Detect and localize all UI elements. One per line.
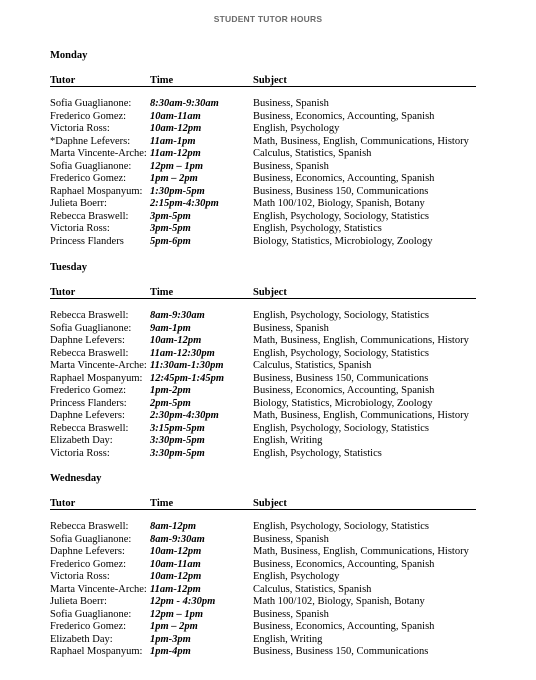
tutor-name: Sofia Guaglianone: [50, 160, 132, 172]
day-heading: Tuesday [50, 262, 87, 273]
subjects: Biology, Statistics, Microbiology, Zoology [253, 235, 433, 247]
subjects: Math 100/102, Biology, Spanish, Botany [253, 198, 425, 209]
time-slot: 11:30am-1:30pm [150, 360, 224, 371]
tutor-name: Victoria Ross: [50, 123, 110, 134]
tutor-name: Rebecca Braswell: [50, 210, 129, 222]
table-row [50, 546, 490, 559]
time-slot: 3pm-5pm [150, 210, 191, 222]
tutor-name: Raphael Mospanyum: [50, 185, 143, 197]
schedule-rows [50, 521, 490, 659]
table-row [50, 448, 490, 461]
tutor-name: Daphne Lefevers: [50, 410, 125, 421]
tutor-column-header: Tutor [50, 287, 76, 298]
tutor-name: Marta Vincente-Arche: [50, 360, 147, 371]
table-row [50, 571, 490, 584]
table-row [50, 360, 490, 373]
time-slot: 11am-12:30pm [150, 347, 215, 359]
subjects: English, Psychology, Sociology, Statistics [253, 422, 429, 434]
time-slot: 8:30am-9:30am [150, 98, 219, 109]
time-slot: 10am-11am [150, 110, 201, 122]
tutor-name: Frederico Gomez: [50, 110, 127, 122]
subjects: Business, Economics, Accounting, Spanish [253, 173, 435, 184]
document-title: STUDENT TUTOR HOURS [213, 14, 323, 24]
subjects: Math, Business, English, Communications, History [253, 335, 469, 346]
tutor-name: Rebecca Braswell: [50, 347, 129, 359]
subjects: Math 100/102, Biology, Spanish, Botany [253, 596, 425, 607]
header-underline [50, 509, 476, 510]
tutor-name: Marta Vincente-Arche: [50, 583, 147, 595]
time-slot: 8am-9:30am [150, 310, 205, 321]
tutor-name: Sofia Guaglianone: [50, 322, 132, 334]
subjects: Business, Economics, Accounting, Spanish [253, 110, 435, 122]
time-column-header: Time [150, 498, 174, 509]
tutor-name: Victoria Ross: [50, 571, 110, 582]
table-row [50, 398, 490, 411]
day-section [50, 473, 490, 659]
table-row [50, 236, 490, 249]
tutor-column-header: Tutor [50, 75, 76, 86]
tutor-name: Elizabeth Day: [50, 435, 113, 446]
time-slot: 1pm-2pm [150, 385, 191, 396]
tutor-name: Princess Flanders: [50, 397, 127, 409]
tutor-name: Victoria Ross: [50, 223, 110, 234]
tutor-name: Princess Flanders [50, 235, 124, 247]
tutor-name: Elizabeth Day: [50, 633, 113, 645]
subjects: English, Psychology, Statistics [253, 447, 382, 459]
day-section [50, 262, 490, 460]
time-slot: 10am-12pm [150, 571, 202, 582]
tutor-name: Julieta Boerr: [50, 198, 107, 209]
subjects: English, Psychology, Sociology, Statistics [253, 347, 429, 359]
tutor-name: *Daphne Lefevers: [50, 135, 131, 147]
subjects: Business, Business 150, Communications [253, 372, 429, 384]
tutor-name: Sofia Guaglianone: [50, 98, 132, 109]
time-slot: 3:15pm-5pm [150, 422, 205, 434]
time-slot: 11am-12pm [150, 583, 201, 595]
time-slot: 11am-1pm [150, 135, 196, 147]
tutor-name: Rebecca Braswell: [50, 521, 129, 532]
header-underline [50, 86, 476, 87]
tutor-name: Daphne Lefevers: [50, 546, 125, 557]
time-slot: 10am-12pm [150, 123, 202, 134]
subjects: Calculus, Statistics, Spanish [253, 360, 372, 371]
table-row [50, 634, 490, 647]
subjects: Biology, Statistics, Microbiology, Zoology [253, 397, 433, 409]
subjects: Business, Economics, Accounting, Spanish [253, 558, 435, 570]
subject-column-header: Subject [253, 498, 287, 509]
subjects: Business, Business 150, Communications [253, 646, 429, 657]
subject-column-header: Subject [253, 75, 287, 86]
subjects: Business, Economics, Accounting, Spanish [253, 621, 435, 632]
subjects: English, Psychology, Sociology, Statistics [253, 521, 429, 532]
column-header-row [50, 498, 490, 510]
tutor-name: Rebecca Braswell: [50, 310, 129, 321]
time-slot: 9am-1pm [150, 322, 191, 334]
table-row [50, 198, 490, 211]
table-row [50, 621, 490, 634]
subjects: Business, Spanish [253, 160, 329, 172]
time-slot: 3:30pm-5pm [150, 435, 205, 446]
subjects: English, Psychology [253, 123, 340, 134]
tutor-name: Frederico Gomez: [50, 385, 127, 396]
table-row [50, 646, 490, 659]
table-row [50, 186, 490, 199]
table-row [50, 335, 490, 348]
tutor-name: Sofia Guaglianone: [50, 608, 132, 620]
table-row [50, 385, 490, 398]
table-row [50, 559, 490, 572]
subjects: English, Psychology [253, 571, 340, 582]
time-slot: 12:45pm-1:45pm [150, 372, 225, 384]
time-column-header: Time [150, 287, 174, 298]
subjects: Business, Spanish [253, 322, 329, 334]
schedule-rows [50, 98, 490, 248]
header-underline [50, 298, 476, 299]
time-slot: 5pm-6pm [150, 235, 191, 247]
time-slot: 12pm – 1pm [150, 608, 204, 620]
tutor-name: Frederico Gomez: [50, 621, 127, 632]
subjects: English, Psychology, Statistics [253, 223, 382, 234]
table-row [50, 521, 490, 534]
tutor-name: Raphael Mospanyum: [50, 646, 143, 657]
tutor-name: Frederico Gomez: [50, 173, 127, 184]
subject-column-header: Subject [253, 287, 287, 298]
table-row [50, 348, 490, 361]
time-column-header: Time [150, 75, 174, 86]
time-slot: 8am-9:30am [150, 533, 205, 545]
time-slot: 10am-11am [150, 558, 201, 570]
day-heading: Wednesday [50, 473, 102, 484]
tutor-name: Victoria Ross: [50, 447, 110, 459]
table-row [50, 373, 490, 386]
tutor-name: Marta Vincente-Arche: [50, 148, 147, 159]
subjects: Math, Business, English, Communications, History [253, 546, 469, 557]
time-slot: 2:15pm-4:30pm [150, 198, 219, 209]
time-slot: 1pm-3pm [150, 633, 191, 645]
column-header-row [50, 75, 490, 87]
subjects: English, Psychology, Sociology, Statistics [253, 210, 429, 222]
table-row [50, 211, 490, 224]
time-slot: 3pm-5pm [150, 223, 191, 234]
time-slot: 1pm – 2pm [150, 621, 198, 632]
table-row [50, 423, 490, 436]
subjects: Calculus, Statistics, Spanish [253, 583, 372, 595]
table-row [50, 435, 490, 448]
table-row [50, 323, 490, 336]
table-row [50, 123, 490, 136]
day-section [50, 50, 490, 248]
time-slot: 10am-12pm [150, 335, 202, 346]
table-row [50, 534, 490, 547]
table-row [50, 223, 490, 236]
time-slot: 12pm – 1pm [150, 160, 204, 172]
subjects: English, Writing [253, 435, 323, 446]
subjects: Math, Business, English, Communications, History [253, 135, 469, 147]
time-slot: 11am-12pm [150, 148, 201, 159]
time-slot: 8am-12pm [150, 521, 197, 532]
subjects: English, Writing [253, 633, 323, 645]
table-row [50, 111, 490, 124]
table-row [50, 596, 490, 609]
table-row [50, 310, 490, 323]
time-slot: 2:30pm-4:30pm [150, 410, 219, 421]
column-header-row [50, 287, 490, 299]
time-slot: 1pm-4pm [150, 646, 191, 657]
schedule-rows [50, 310, 490, 460]
time-slot: 1:30pm-5pm [150, 185, 205, 197]
subjects: Business, Economics, Accounting, Spanish [253, 385, 435, 396]
subjects: Business, Spanish [253, 98, 329, 109]
time-slot: 3:30pm-5pm [150, 447, 205, 459]
table-row [50, 98, 490, 111]
tutor-name: Raphael Mospanyum: [50, 372, 143, 384]
tutor-name: Sofia Guaglianone: [50, 533, 132, 545]
subjects: Math, Business, English, Communications, History [253, 410, 469, 421]
tutor-name: Frederico Gomez: [50, 558, 127, 570]
table-row [50, 609, 490, 622]
day-heading: Monday [50, 50, 88, 61]
time-slot: 10am-12pm [150, 546, 202, 557]
time-slot: 1pm – 2pm [150, 173, 198, 184]
tutor-name: Daphne Lefevers: [50, 335, 125, 346]
tutor-column-header: Tutor [50, 498, 76, 509]
subjects: Business, Spanish [253, 608, 329, 620]
subjects: Business, Spanish [253, 533, 329, 545]
time-slot: 12pm - 4:30pm [150, 596, 216, 607]
table-row [50, 410, 490, 423]
table-row [50, 161, 490, 174]
table-row [50, 148, 490, 161]
tutor-name: Julieta Boerr: [50, 596, 107, 607]
table-row [50, 173, 490, 186]
tutor-name: Rebecca Braswell: [50, 422, 129, 434]
time-slot: 2pm-5pm [150, 397, 191, 409]
table-row [50, 136, 490, 149]
subjects: English, Psychology, Sociology, Statistics [253, 310, 429, 321]
table-row [50, 584, 490, 597]
subjects: Calculus, Statistics, Spanish [253, 148, 372, 159]
subjects: Business, Business 150, Communications [253, 185, 429, 197]
